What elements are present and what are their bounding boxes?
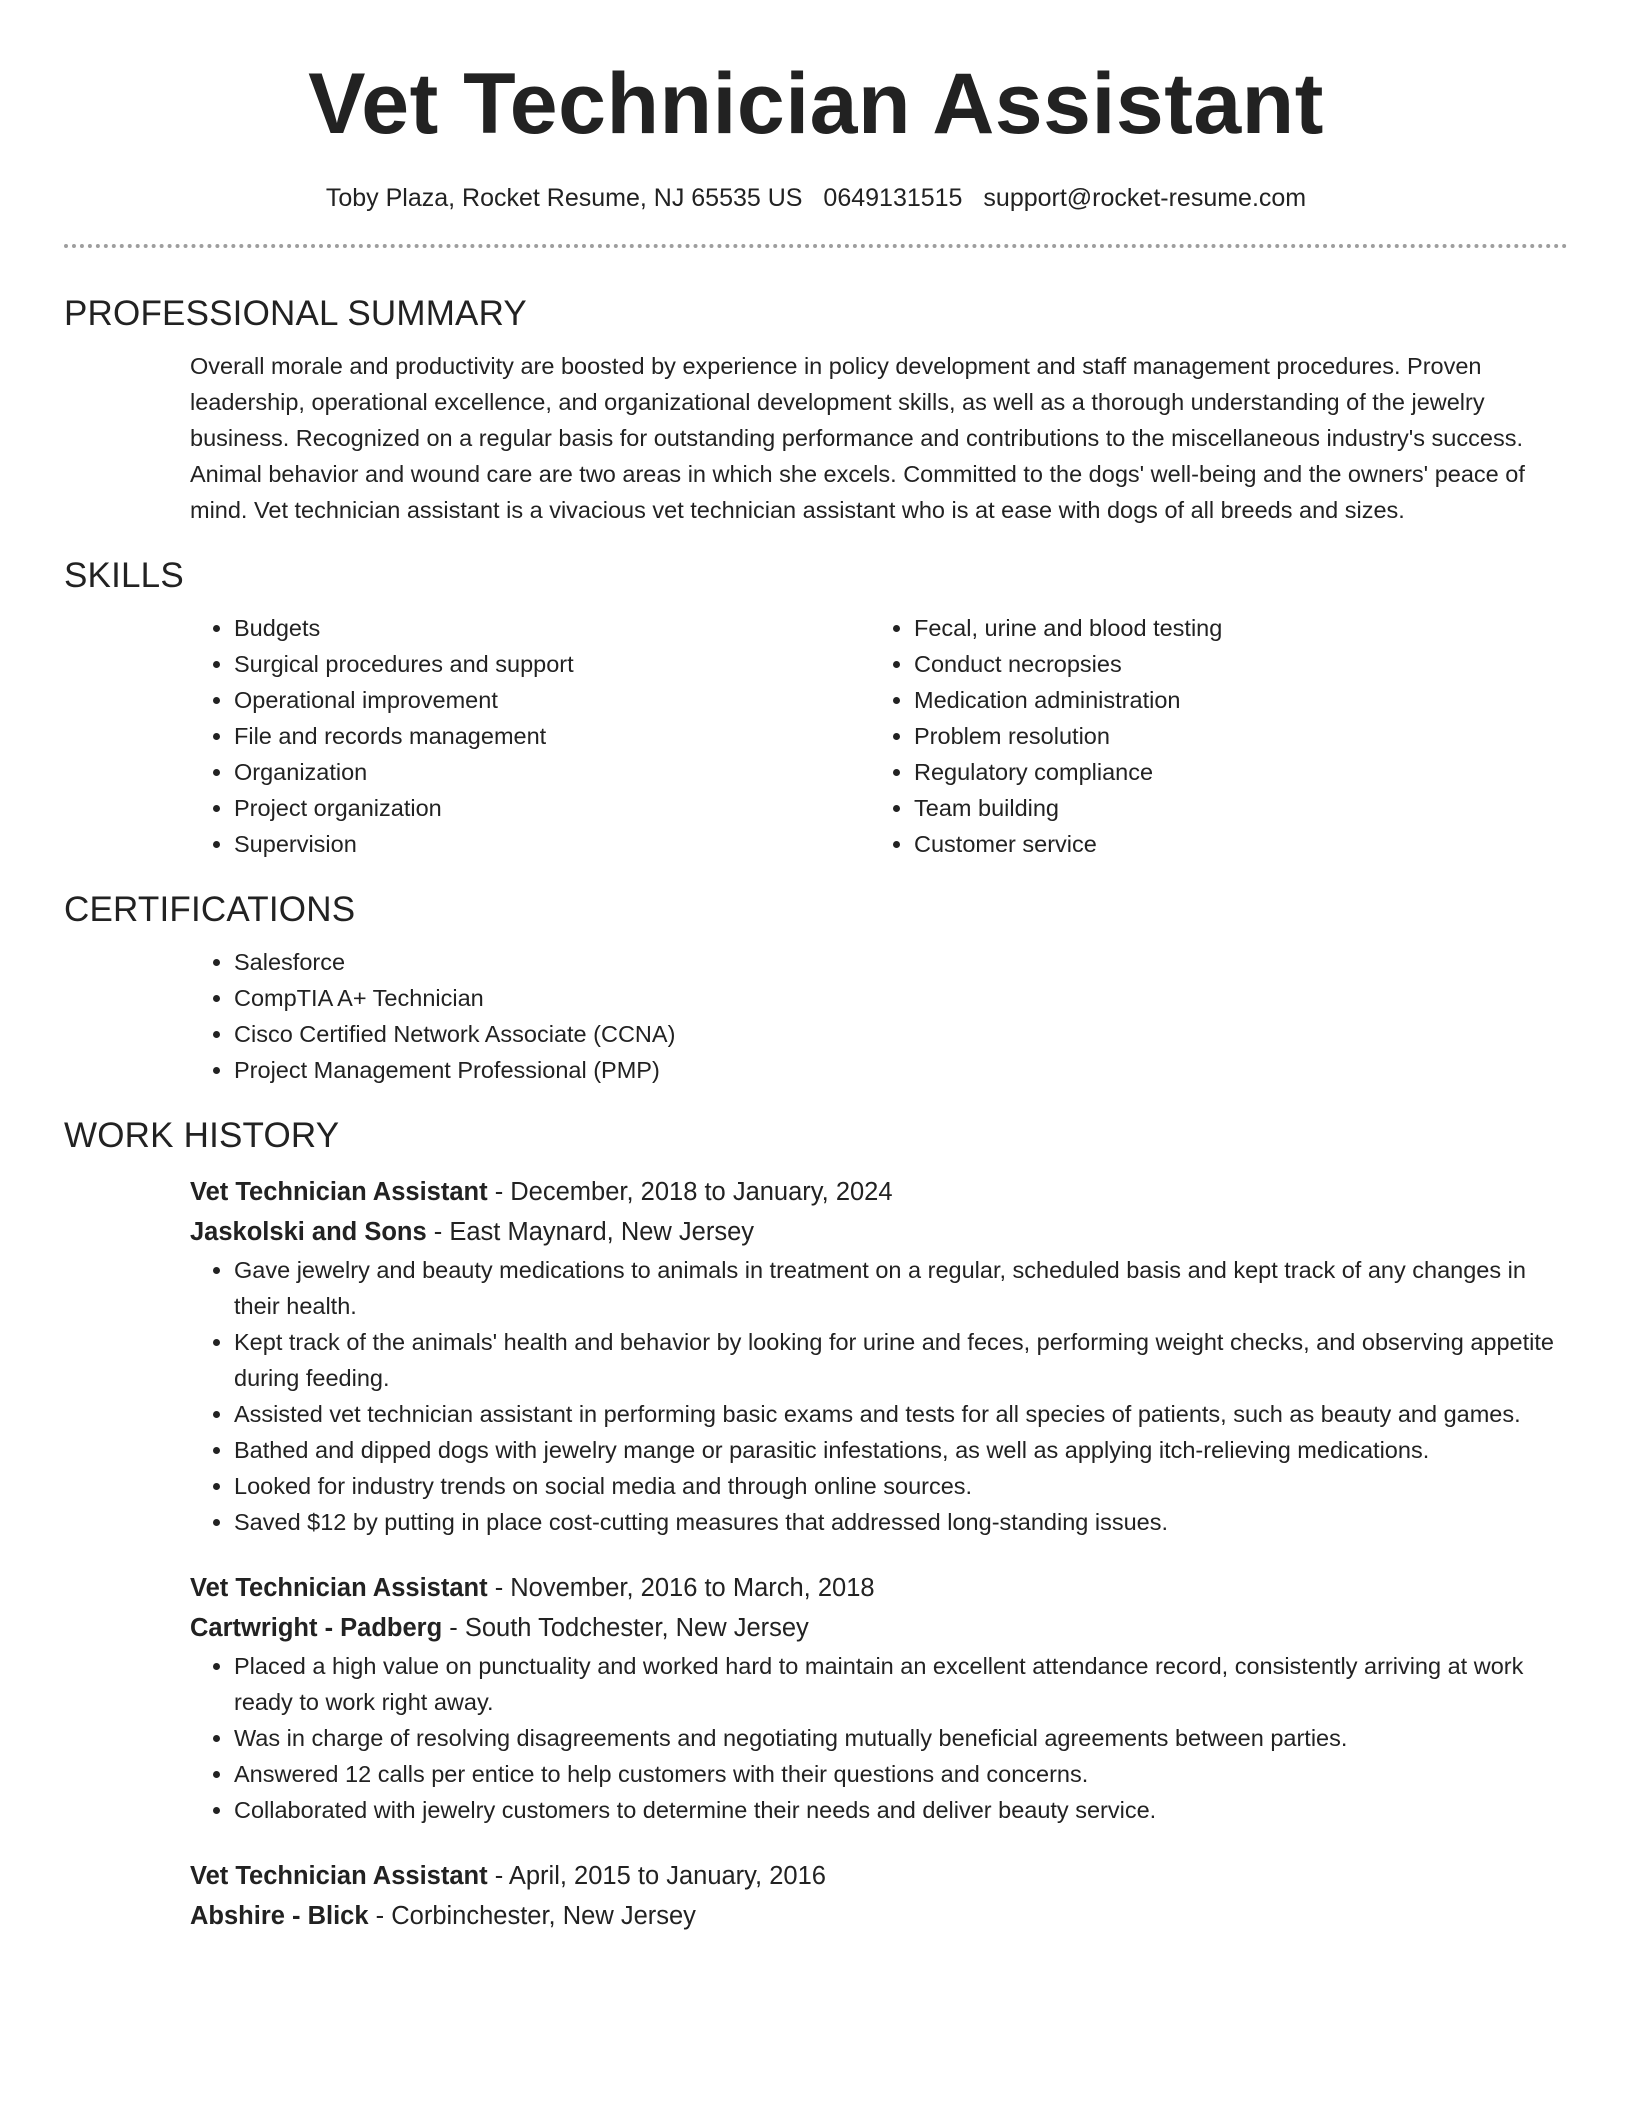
skill-item: • Fecal, urine and blood testing <box>914 610 1550 646</box>
skill-item: • Organization <box>234 754 870 790</box>
skill-item: • Operational improvement <box>234 682 870 718</box>
certification-item: • Project Management Professional (PMP) <box>234 1052 1568 1088</box>
job-company-line <box>190 1896 1568 1936</box>
skill-item: • Supervision <box>234 826 870 862</box>
skills-right-column <box>870 610 1550 862</box>
job-title-line <box>190 1568 1568 1608</box>
skill-item: • Project organization <box>234 790 870 826</box>
skill-item: • Regulatory compliance <box>914 754 1550 790</box>
job-bullet: • Assisted vet technician assistant in performing basic exams and tests for all species of patients, such as beauty and games. <box>234 1396 1568 1432</box>
job-bullet: • Saved $12 by putting in place cost-cutting measures that addressed long-standing issues. <box>234 1504 1568 1540</box>
work-history-section <box>64 1114 1568 1936</box>
contact-line <box>0 182 1632 214</box>
job-bullet: • Bathed and dipped dogs with jewelry mange or parasitic infestations, as well as applying itch-relieving medications. <box>234 1432 1568 1468</box>
certification-item: • CompTIA A+ Technician <box>234 980 1568 1016</box>
job-location: - South Todchester, New Jersey <box>442 1614 809 1642</box>
skills-section <box>64 554 1568 862</box>
skill-item: • Conduct necropsies <box>914 646 1550 682</box>
job-entry <box>190 1568 1568 1828</box>
summary-section <box>64 292 1568 528</box>
job-title: Vet Technician Assistant <box>190 1178 488 1206</box>
summary-text: Overall morale and productivity are boosted by experience in policy development and staff management procedures. Proven leadership, operational excellence, and organizational development skills, as well as a thorough understanding of the jewelry business. Recognized on a regular basis for outstanding performance and contributions to the miscellaneous industry's success. Animal behavior and wound care are two areas in which she excels. Committed to the dogs' well-being and the owners' peace of mind. Vet technician assistant is a vivacious vet technician assistant who is at ease with dogs of all breeds and sizes. <box>190 353 1525 523</box>
skill-item: • Problem resolution <box>914 718 1550 754</box>
skill-item: • Medication administration <box>914 682 1550 718</box>
job-company-line <box>190 1608 1568 1648</box>
job-bullet: • Gave jewelry and beauty medications to animals in treatment on a regular, scheduled basis and kept track of any changes in their health. <box>234 1252 1568 1324</box>
contact-email: support@rocket-resume.com <box>983 184 1307 212</box>
job-title-line <box>190 1856 1568 1896</box>
skills-title: SKILLS <box>64 556 184 595</box>
certifications-section <box>64 888 1568 1088</box>
job-bullet: • Was in charge of resolving disagreements and negotiating mutually beneficial agreements between parties. <box>234 1720 1568 1756</box>
job-bullet: • Placed a high value on punctuality and worked hard to maintain an excellent attendance record, consistently arriving at work ready to work right away. <box>234 1648 1568 1720</box>
job-bullet: • Kept track of the animals' health and behavior by looking for urine and feces, performing weight checks, and observing appetite during feeding. <box>234 1324 1568 1396</box>
job-title: Vet Technician Assistant <box>190 1574 488 1602</box>
skill-item: • Surgical procedures and support <box>234 646 870 682</box>
skill-item: • File and records management <box>234 718 870 754</box>
contact-address: Toby Plaza, Rocket Resume, NJ 65535 US <box>325 184 803 212</box>
job-entry <box>190 1856 1568 1936</box>
candidate-name: Vet Technician Assistant <box>308 56 1324 152</box>
job-location: - Corbinchester, New Jersey <box>368 1902 696 1930</box>
resume-header <box>0 0 1632 214</box>
contact-phone: 0649131515 <box>823 184 963 212</box>
job-company: Abshire - Blick <box>190 1902 369 1930</box>
job-company: Cartwright - Padberg <box>190 1614 443 1642</box>
job-title-line <box>190 1172 1568 1212</box>
job-dates: - April, 2015 to January, 2016 <box>487 1862 826 1890</box>
skills-left-column <box>190 610 870 862</box>
job-bullet: • Collaborated with jewelry customers to determine their needs and deliver beauty service. <box>234 1792 1568 1828</box>
header-divider <box>64 244 1568 248</box>
job-dates: - December, 2018 to January, 2024 <box>487 1178 893 1206</box>
certification-item: • Salesforce <box>234 944 1568 980</box>
skill-item: • Customer service <box>914 826 1550 862</box>
job-location: - East Maynard, New Jersey <box>426 1218 755 1246</box>
certification-item: • Cisco Certified Network Associate (CCNA) <box>234 1016 1568 1052</box>
job-company: Jaskolski and Sons <box>190 1218 427 1246</box>
job-dates: - November, 2016 to March, 2018 <box>487 1574 875 1602</box>
skill-item: • Budgets <box>234 610 870 646</box>
work-history-title: WORK HISTORY <box>64 1116 340 1155</box>
summary-title: PROFESSIONAL SUMMARY <box>64 294 527 333</box>
job-bullet: • Looked for industry trends on social media and through online sources. <box>234 1468 1568 1504</box>
certifications-title: CERTIFICATIONS <box>64 890 356 929</box>
job-entry <box>190 1172 1568 1540</box>
job-bullet: • Answered 12 calls per entice to help customers with their questions and concerns. <box>234 1756 1568 1792</box>
job-company-line <box>190 1212 1568 1252</box>
skill-item: • Team building <box>914 790 1550 826</box>
job-title: Vet Technician Assistant <box>190 1862 488 1890</box>
